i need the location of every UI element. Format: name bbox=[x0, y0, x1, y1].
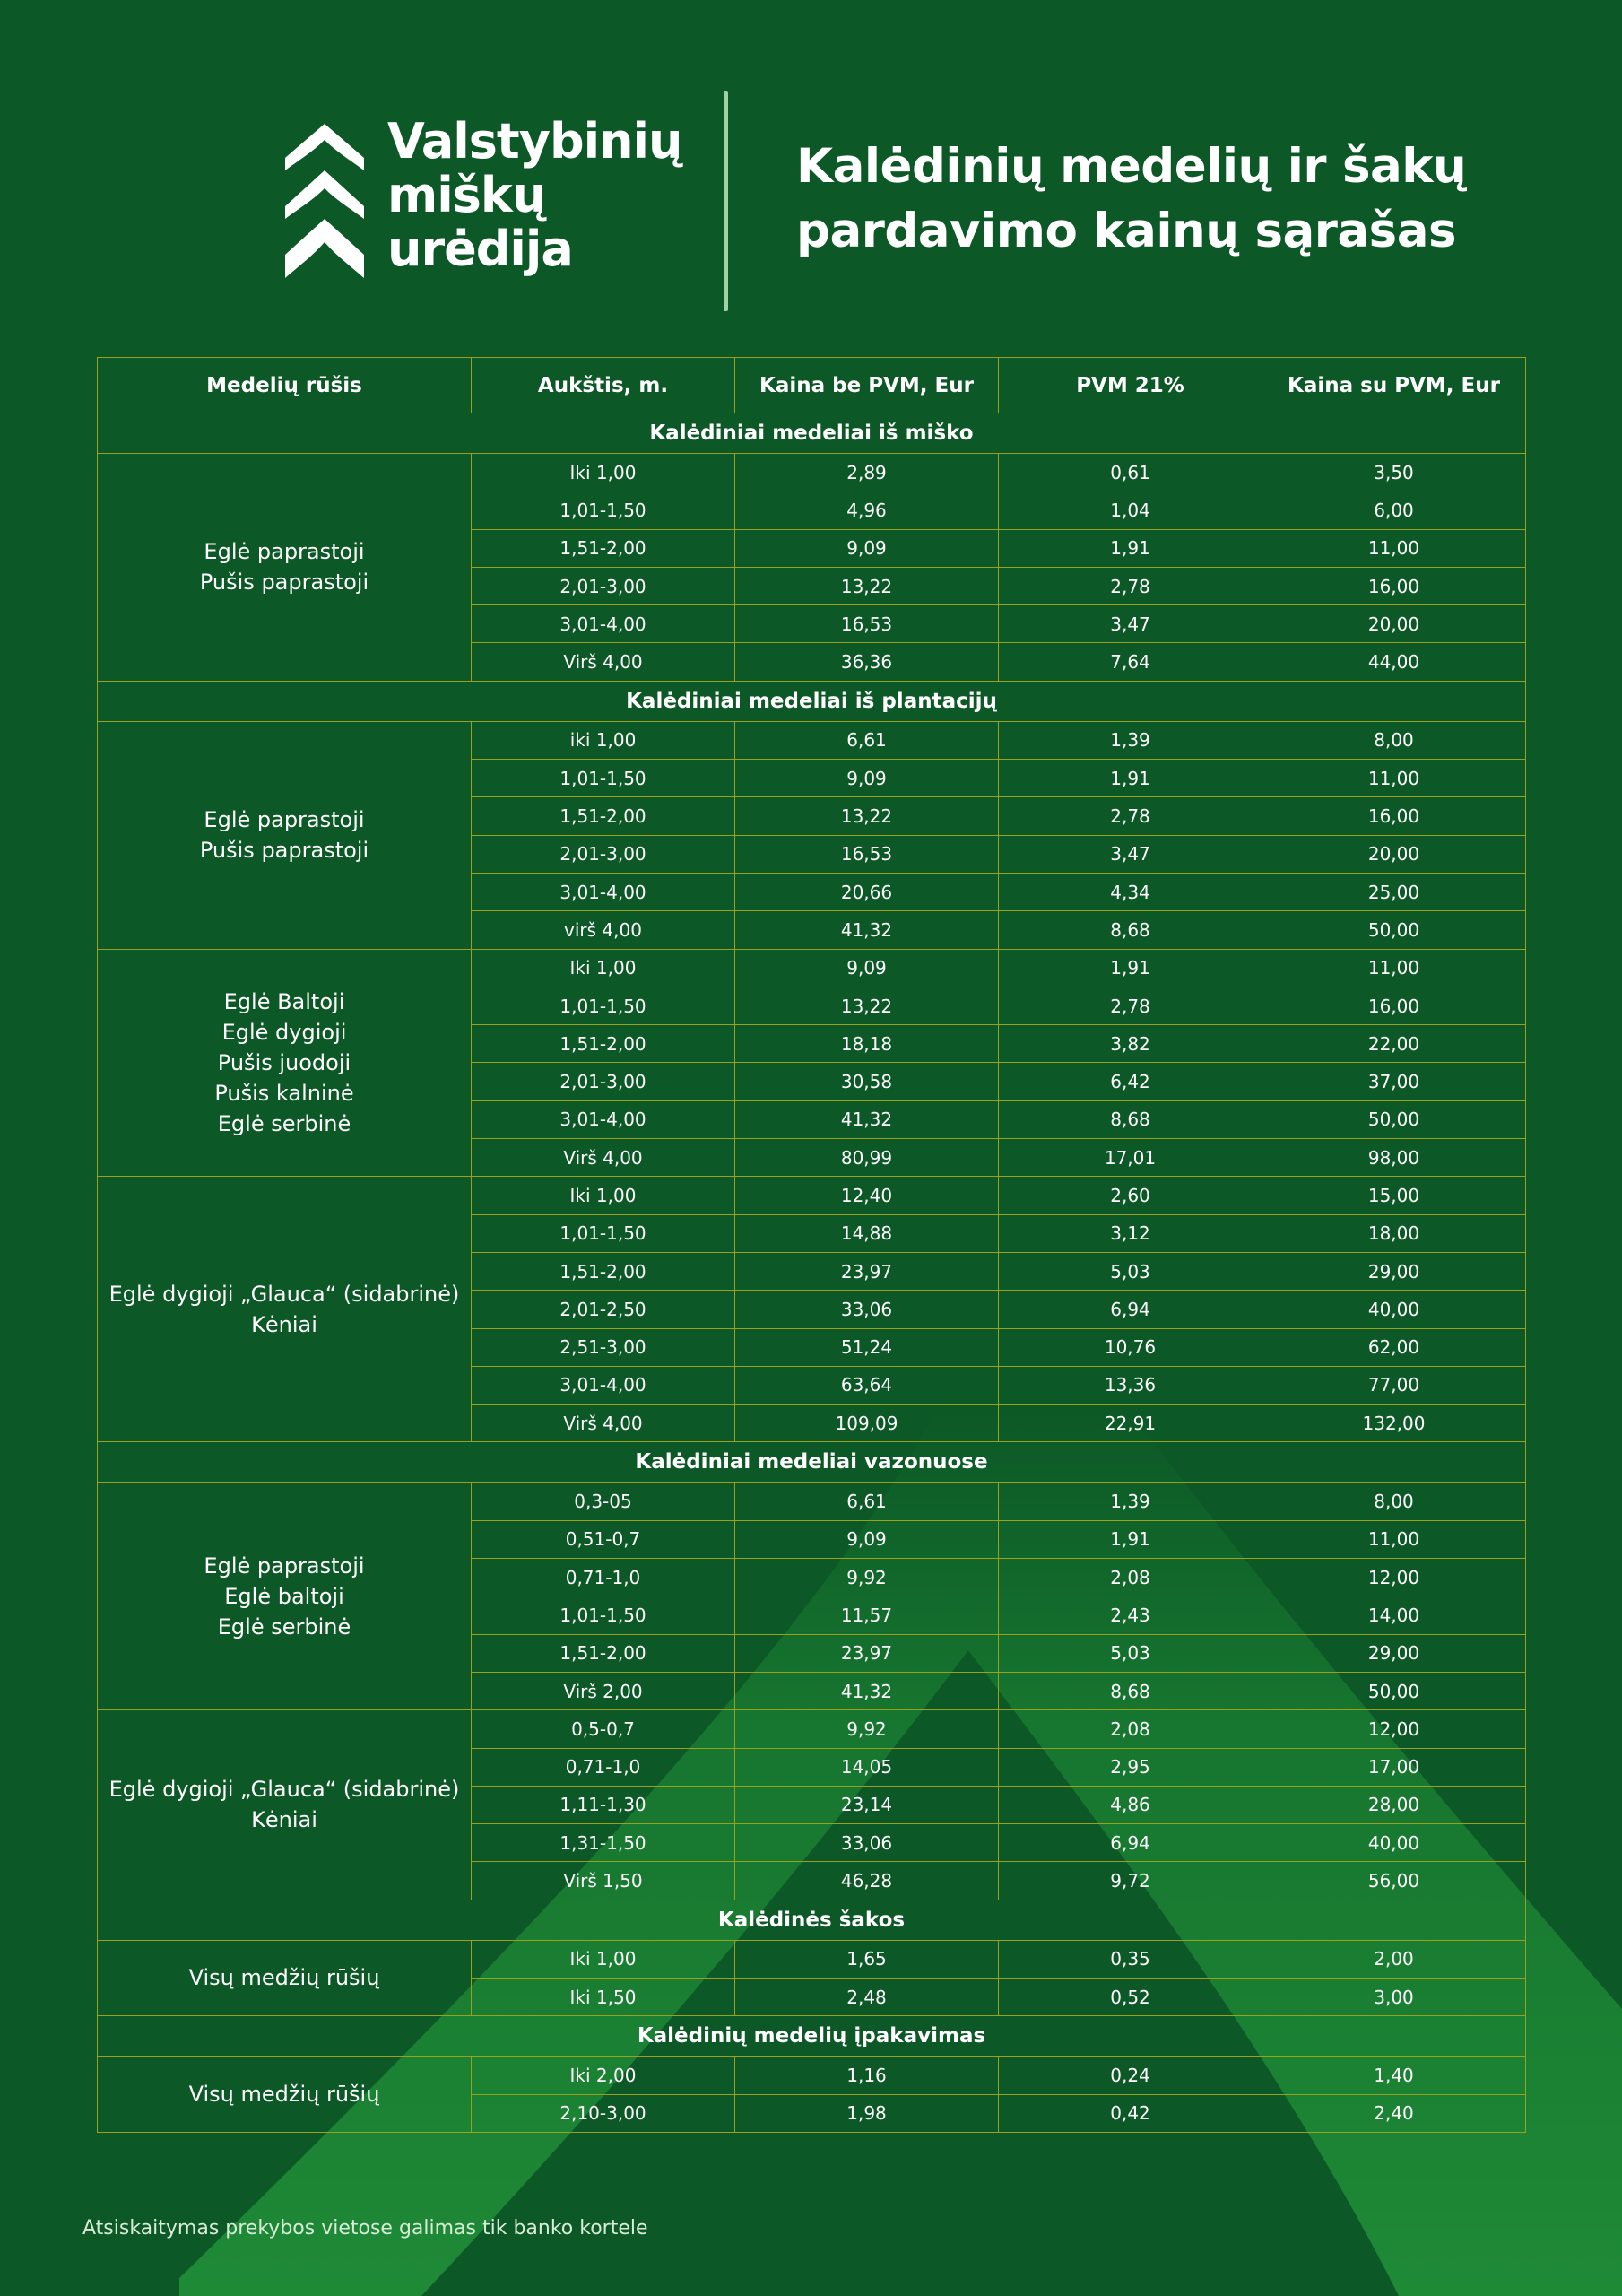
price-net-cell: 16,53 bbox=[735, 835, 999, 873]
price-table-body bbox=[98, 413, 1526, 2133]
vat-cell: 13,36 bbox=[999, 1366, 1262, 1404]
section-title: Kalėdiniai medeliai iš plantacijų bbox=[98, 681, 1526, 721]
height-cell: 3,01-4,00 bbox=[472, 605, 735, 643]
vat-cell: 6,42 bbox=[999, 1063, 1262, 1100]
price-gross-cell: 44,00 bbox=[1262, 643, 1526, 681]
price-gross-cell: 12,00 bbox=[1262, 1559, 1526, 1596]
species-name: Eglė serbinė bbox=[217, 1613, 351, 1639]
species-name: Visų medžių rūšių bbox=[188, 1965, 380, 1991]
species-cell bbox=[98, 1177, 472, 1442]
price-gross-cell: 50,00 bbox=[1262, 1672, 1526, 1709]
price-gross-cell: 1,40 bbox=[1262, 2057, 1526, 2094]
price-gross-cell: 11,00 bbox=[1262, 529, 1526, 567]
vat-cell: 8,68 bbox=[999, 1100, 1262, 1138]
species-name: Pušis paprastoji bbox=[199, 570, 369, 596]
species-cell bbox=[98, 1483, 472, 1710]
species-name: Eglė dygioji „Glauca“ (sidabrinė) bbox=[108, 1281, 460, 1307]
height-cell: Iki 2,00 bbox=[472, 2057, 735, 2094]
vat-cell: 2,43 bbox=[999, 1596, 1262, 1634]
price-net-cell: 6,61 bbox=[735, 1483, 999, 1520]
height-cell: 0,3-05 bbox=[472, 1483, 735, 1520]
section-title: Kalėdinės šakos bbox=[98, 1900, 1526, 1940]
height-cell: Iki 1,00 bbox=[472, 1940, 735, 1978]
height-cell: 2,01-3,00 bbox=[472, 835, 735, 873]
price-gross-cell: 8,00 bbox=[1262, 721, 1526, 759]
table-row bbox=[98, 949, 1526, 987]
height-cell: 0,71-1,0 bbox=[472, 1748, 735, 1786]
price-gross-cell: 14,00 bbox=[1262, 1596, 1526, 1634]
vat-cell: 4,86 bbox=[999, 1786, 1262, 1823]
vat-cell: 1,91 bbox=[999, 1520, 1262, 1558]
height-cell: 3,01-4,00 bbox=[472, 1100, 735, 1138]
species-cell bbox=[98, 2057, 472, 2133]
height-cell: iki 1,00 bbox=[472, 721, 735, 759]
vat-cell: 6,94 bbox=[999, 1291, 1262, 1328]
price-gross-cell: 6,00 bbox=[1262, 491, 1526, 529]
price-gross-cell: 22,00 bbox=[1262, 1025, 1526, 1063]
vat-cell: 6,94 bbox=[999, 1824, 1262, 1862]
table-row bbox=[98, 1710, 1526, 1748]
price-gross-cell: 15,00 bbox=[1262, 1177, 1526, 1214]
price-net-cell: 1,16 bbox=[735, 2057, 999, 2094]
section-title: Kalėdinių medelių įpakavimas bbox=[98, 2016, 1526, 2057]
vat-cell: 4,34 bbox=[999, 873, 1262, 910]
vat-cell: 0,35 bbox=[999, 1940, 1262, 1978]
vat-cell: 1,91 bbox=[999, 760, 1262, 797]
price-gross-cell: 8,00 bbox=[1262, 1483, 1526, 1520]
price-gross-cell: 40,00 bbox=[1262, 1291, 1526, 1328]
vat-cell: 0,52 bbox=[999, 1978, 1262, 2015]
vat-cell: 3,12 bbox=[999, 1214, 1262, 1252]
vat-cell: 2,95 bbox=[999, 1748, 1262, 1786]
price-net-cell: 11,57 bbox=[735, 1596, 999, 1634]
height-cell: Iki 1,00 bbox=[472, 949, 735, 987]
price-gross-cell: 17,00 bbox=[1262, 1748, 1526, 1786]
vat-cell: 2,78 bbox=[999, 797, 1262, 835]
species-name: Eglė serbinė bbox=[217, 1110, 351, 1136]
species-name: Kėniai bbox=[251, 1807, 317, 1833]
table-header-row bbox=[98, 358, 1526, 413]
page-title-line: pardavimo kainų sąrašas bbox=[796, 204, 1457, 258]
price-net-cell: 2,48 bbox=[735, 1978, 999, 2015]
vat-cell: 2,08 bbox=[999, 1710, 1262, 1748]
price-net-cell: 63,64 bbox=[735, 1366, 999, 1404]
price-net-cell: 9,92 bbox=[735, 1710, 999, 1748]
table-row bbox=[98, 454, 1526, 491]
price-gross-cell: 2,40 bbox=[1262, 2094, 1526, 2132]
height-cell: 1,01-1,50 bbox=[472, 491, 735, 529]
price-gross-cell: 132,00 bbox=[1262, 1405, 1526, 1442]
height-cell: Virš 2,00 bbox=[472, 1672, 735, 1709]
table-row bbox=[98, 1940, 1526, 1978]
price-net-cell: 9,09 bbox=[735, 1520, 999, 1558]
section-header-row bbox=[98, 413, 1526, 454]
price-net-cell: 4,96 bbox=[735, 491, 999, 529]
price-net-cell: 12,40 bbox=[735, 1177, 999, 1214]
height-cell: Virš 4,00 bbox=[472, 643, 735, 681]
table-row bbox=[98, 1483, 1526, 1520]
height-cell: 0,71-1,0 bbox=[472, 1559, 735, 1596]
price-gross-cell: 29,00 bbox=[1262, 1252, 1526, 1290]
brand-name-line: miškų bbox=[387, 167, 546, 223]
price-net-cell: 9,09 bbox=[735, 949, 999, 987]
price-gross-cell: 56,00 bbox=[1262, 1862, 1526, 1900]
column-header-price-gross: Kaina su PVM, Eur bbox=[1262, 358, 1526, 413]
vat-cell: 3,47 bbox=[999, 605, 1262, 643]
vat-cell: 3,47 bbox=[999, 835, 1262, 873]
species-name: Eglė dygioji „Glauca“ (sidabrinė) bbox=[108, 1777, 460, 1803]
vat-cell: 9,72 bbox=[999, 1862, 1262, 1900]
price-gross-cell: 62,00 bbox=[1262, 1328, 1526, 1366]
brand-name-line: Valstybinių bbox=[387, 113, 682, 170]
species-name: Pušis kalninė bbox=[214, 1080, 354, 1106]
height-cell: 1,51-2,00 bbox=[472, 1634, 735, 1672]
header bbox=[0, 0, 1622, 359]
height-cell: Iki 1,00 bbox=[472, 1177, 735, 1214]
price-gross-cell: 2,00 bbox=[1262, 1940, 1526, 1978]
price-gross-cell: 16,00 bbox=[1262, 567, 1526, 604]
price-net-cell: 20,66 bbox=[735, 873, 999, 910]
height-cell: 2,10-3,00 bbox=[472, 2094, 735, 2132]
height-cell: 2,01-3,00 bbox=[472, 1063, 735, 1100]
brand-name-line: urėdija bbox=[387, 221, 573, 277]
height-cell: 1,01-1,50 bbox=[472, 987, 735, 1024]
vat-cell: 5,03 bbox=[999, 1634, 1262, 1672]
price-net-cell: 6,61 bbox=[735, 721, 999, 759]
price-net-cell: 23,14 bbox=[735, 1786, 999, 1823]
vat-cell: 1,91 bbox=[999, 949, 1262, 987]
price-net-cell: 33,06 bbox=[735, 1291, 999, 1328]
price-net-cell: 2,89 bbox=[735, 454, 999, 491]
vat-cell: 22,91 bbox=[999, 1405, 1262, 1442]
vat-cell: 17,01 bbox=[999, 1139, 1262, 1177]
price-gross-cell: 16,00 bbox=[1262, 987, 1526, 1024]
price-table bbox=[97, 357, 1526, 2133]
price-net-cell: 23,97 bbox=[735, 1252, 999, 1290]
price-net-cell: 30,58 bbox=[735, 1063, 999, 1100]
species-name: Pušis juodoji bbox=[217, 1049, 351, 1075]
height-cell: 0,51-0,7 bbox=[472, 1520, 735, 1558]
price-net-cell: 18,18 bbox=[735, 1025, 999, 1063]
vat-cell: 10,76 bbox=[999, 1328, 1262, 1366]
price-net-cell: 9,92 bbox=[735, 1559, 999, 1596]
price-gross-cell: 29,00 bbox=[1262, 1634, 1526, 1672]
price-gross-cell: 16,00 bbox=[1262, 797, 1526, 835]
height-cell: 0,5-0,7 bbox=[472, 1710, 735, 1748]
table-row bbox=[98, 721, 1526, 759]
price-net-cell: 51,24 bbox=[735, 1328, 999, 1366]
payment-footnote: Atsiskaitymas prekybos vietose galimas tik banko kortele bbox=[82, 2217, 648, 2239]
price-gross-cell: 28,00 bbox=[1262, 1786, 1526, 1823]
height-cell: 1,01-1,50 bbox=[472, 760, 735, 797]
price-gross-cell: 11,00 bbox=[1262, 1520, 1526, 1558]
height-cell: 1,11-1,30 bbox=[472, 1786, 735, 1823]
price-gross-cell: 3,00 bbox=[1262, 1978, 1526, 2015]
price-gross-cell: 77,00 bbox=[1262, 1366, 1526, 1404]
vat-cell: 3,82 bbox=[999, 1025, 1262, 1063]
price-net-cell: 13,22 bbox=[735, 797, 999, 835]
price-net-cell: 14,88 bbox=[735, 1214, 999, 1252]
species-name: Visų medžių rūšių bbox=[188, 2082, 380, 2108]
vat-cell: 8,68 bbox=[999, 1672, 1262, 1709]
height-cell: 1,01-1,50 bbox=[472, 1596, 735, 1634]
price-gross-cell: 50,00 bbox=[1262, 911, 1526, 949]
height-cell: 3,01-4,00 bbox=[472, 1366, 735, 1404]
section-title: Kalėdiniai medeliai iš miško bbox=[98, 413, 1526, 454]
section-header-row bbox=[98, 1442, 1526, 1483]
price-net-cell: 80,99 bbox=[735, 1139, 999, 1177]
species-name: Kėniai bbox=[251, 1311, 317, 1337]
price-net-cell: 41,32 bbox=[735, 1100, 999, 1138]
vat-cell: 8,68 bbox=[999, 911, 1262, 949]
price-net-cell: 33,06 bbox=[735, 1824, 999, 1862]
vat-cell: 2,60 bbox=[999, 1177, 1262, 1214]
vat-cell: 2,08 bbox=[999, 1559, 1262, 1596]
species-cell bbox=[98, 1940, 472, 2016]
height-cell: Virš 4,00 bbox=[472, 1405, 735, 1442]
price-gross-cell: 98,00 bbox=[1262, 1139, 1526, 1177]
price-net-cell: 41,32 bbox=[735, 1672, 999, 1709]
price-gross-cell: 25,00 bbox=[1262, 873, 1526, 910]
price-gross-cell: 12,00 bbox=[1262, 1710, 1526, 1748]
price-net-cell: 1,65 bbox=[735, 1940, 999, 1978]
species-name: Eglė Baltoji bbox=[223, 988, 345, 1014]
column-header-vat: PVM 21% bbox=[999, 358, 1262, 413]
price-net-cell: 13,22 bbox=[735, 987, 999, 1024]
species-cell bbox=[98, 721, 472, 949]
vat-cell: 1,91 bbox=[999, 529, 1262, 567]
price-net-cell: 9,09 bbox=[735, 529, 999, 567]
vat-cell: 2,78 bbox=[999, 987, 1262, 1024]
header-divider bbox=[724, 91, 728, 311]
price-net-cell: 41,32 bbox=[735, 911, 999, 949]
vat-cell: 0,42 bbox=[999, 2094, 1262, 2132]
vat-cell: 7,64 bbox=[999, 643, 1262, 681]
column-header-price-net: Kaina be PVM, Eur bbox=[735, 358, 999, 413]
price-net-cell: 9,09 bbox=[735, 760, 999, 797]
page-title bbox=[796, 135, 1549, 264]
species-name: Pušis paprastoji bbox=[199, 838, 369, 864]
price-gross-cell: 20,00 bbox=[1262, 605, 1526, 643]
price-net-cell: 23,97 bbox=[735, 1634, 999, 1672]
table-row bbox=[98, 2057, 1526, 2094]
price-gross-cell: 20,00 bbox=[1262, 835, 1526, 873]
section-title: Kalėdiniai medeliai vazonuose bbox=[98, 1442, 1526, 1483]
price-net-cell: 36,36 bbox=[735, 643, 999, 681]
vat-cell: 0,24 bbox=[999, 2057, 1262, 2094]
height-cell: virš 4,00 bbox=[472, 911, 735, 949]
species-name: Eglė dygioji bbox=[221, 1019, 347, 1045]
section-header-row bbox=[98, 681, 1526, 721]
price-gross-cell: 3,50 bbox=[1262, 454, 1526, 491]
price-net-cell: 109,09 bbox=[735, 1405, 999, 1442]
price-net-cell: 1,98 bbox=[735, 2094, 999, 2132]
price-net-cell: 13,22 bbox=[735, 567, 999, 604]
species-cell bbox=[98, 1710, 472, 1900]
section-header-row bbox=[98, 2016, 1526, 2057]
species-name: Eglė paprastoji bbox=[204, 807, 365, 833]
species-name: Eglė baltoji bbox=[224, 1583, 344, 1609]
vat-cell: 5,03 bbox=[999, 1252, 1262, 1290]
column-header-species: Medelių rūšis bbox=[98, 358, 472, 413]
height-cell: Iki 1,00 bbox=[472, 454, 735, 491]
vat-cell: 0,61 bbox=[999, 454, 1262, 491]
page-title-line: Kalėdinių medelių ir šakų bbox=[796, 139, 1467, 194]
species-cell bbox=[98, 949, 472, 1177]
species-name: Eglė paprastoji bbox=[204, 539, 365, 565]
height-cell: 1,01-1,50 bbox=[472, 1214, 735, 1252]
vat-cell: 2,78 bbox=[999, 567, 1262, 604]
vat-cell: 1,04 bbox=[999, 491, 1262, 529]
height-cell: Iki 1,50 bbox=[472, 1978, 735, 2015]
price-net-cell: 46,28 bbox=[735, 1862, 999, 1900]
height-cell: 3,01-4,00 bbox=[472, 873, 735, 910]
vat-cell: 1,39 bbox=[999, 1483, 1262, 1520]
species-name: Eglė paprastoji bbox=[204, 1552, 365, 1578]
price-gross-cell: 50,00 bbox=[1262, 1100, 1526, 1138]
height-cell: 1,31-1,50 bbox=[472, 1824, 735, 1862]
height-cell: Virš 4,00 bbox=[472, 1139, 735, 1177]
price-gross-cell: 11,00 bbox=[1262, 949, 1526, 987]
height-cell: 1,51-2,00 bbox=[472, 1025, 735, 1063]
price-net-cell: 14,05 bbox=[735, 1748, 999, 1786]
height-cell: 1,51-2,00 bbox=[472, 529, 735, 567]
price-gross-cell: 40,00 bbox=[1262, 1824, 1526, 1862]
section-header-row bbox=[98, 1900, 1526, 1940]
vat-cell: 1,39 bbox=[999, 721, 1262, 759]
price-net-cell: 16,53 bbox=[735, 605, 999, 643]
height-cell: 2,01-3,00 bbox=[472, 567, 735, 604]
height-cell: 1,51-2,00 bbox=[472, 1252, 735, 1290]
column-header-height: Aukštis, m. bbox=[472, 358, 735, 413]
price-gross-cell: 37,00 bbox=[1262, 1063, 1526, 1100]
species-cell bbox=[98, 454, 472, 682]
price-gross-cell: 18,00 bbox=[1262, 1214, 1526, 1252]
price-gross-cell: 11,00 bbox=[1262, 760, 1526, 797]
table-row bbox=[98, 1177, 1526, 1214]
height-cell: 2,01-2,50 bbox=[472, 1291, 735, 1328]
brand-name bbox=[387, 115, 683, 276]
height-cell: Virš 1,50 bbox=[472, 1862, 735, 1900]
height-cell: 1,51-2,00 bbox=[472, 797, 735, 835]
height-cell: 2,51-3,00 bbox=[472, 1328, 735, 1366]
tree-logo-icon bbox=[285, 124, 364, 278]
